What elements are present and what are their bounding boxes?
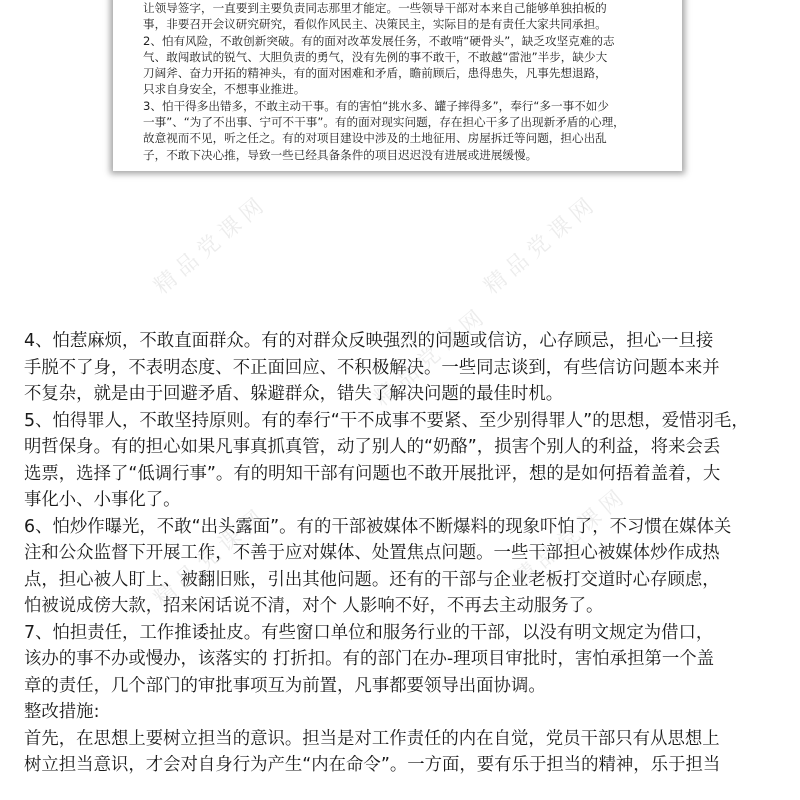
- card-line: 只求自身安全，不想事业推进。: [143, 82, 306, 97]
- paragraph-line: 6、怕炒作曝光，不敢“出头露面”。有的干部被媒体不断爆料的现象吓怕了，不习惯在媒体关: [24, 516, 732, 537]
- paragraph-line: 5、怕得罪人，不敢坚持原则。有的奉行“干不成事不要紧、至少别得罪人”的思想，爱惜羽毛，: [24, 410, 749, 431]
- paragraph-line: 事化小、小事化了。: [24, 490, 181, 510]
- paragraph-line: 4、怕惹麻烦，不敢直面群众。有的对群众反映强烈的问题或信访，心存顾忌，担心一旦接: [24, 331, 714, 351]
- card-line: 气、敢闯敢试的锐气、大胆负责的勇气，没有先例的事不敢干，不敢越“雷池”半步，缺少大: [143, 49, 608, 64]
- paragraph-line: 该办的事不办或慢办，该落实的 打折扣。有的部门在办-理项目审批时，害怕承担第一个盖: [24, 649, 715, 669]
- card-line: 刀阔斧、奋力开拓的精神头，有的面对困难和矛盾，瞻前顾后，患得患失，凡事先想退路，: [143, 66, 607, 81]
- paragraph-line: 章的责任，几个部门的审批事项互为前置，凡事都要领导出面协调。: [24, 675, 546, 696]
- card-line: 子，不敢下决心推，导致一些已经具备条件的项目迟迟没有进展或进展缓慢。: [143, 147, 538, 162]
- paragraph-line: 首先，在思想上要树立担当的意识。担当是对工作责任的内在自觉，党员干部只有从思想上: [24, 728, 720, 749]
- document-body: [24, 328, 784, 779]
- card-line: 让领导签字，一直要到主要负责同志那里才能定。一些领导干部对本来自己能够单独拍板的: [143, 1, 607, 15]
- paragraph-line: 手脱不了身，不表明态度、不正面回应、不积极解决。一些同志谈到，有些信访问题本来并: [24, 357, 720, 378]
- card-line: 2、怕有风险，不敢创新突破。有的面对改革发展任务，不敢啃“硬骨头”，缺乏攻坚克难的志: [143, 33, 615, 48]
- watermark: 精品党课网: [509, 482, 633, 592]
- embedded-document-image: [113, 0, 682, 171]
- paragraph-line: 注和公众监督下开展工作，不善于应对媒体、处置焦点问题。一些干部担心被媒体炒作成热: [24, 543, 720, 563]
- card-line: 3、怕干得多出错多，不敢主动干事。有的害怕“挑水多、罐子摔得多”，奉行“多一事不如少: [143, 98, 609, 113]
- paragraph-line: 明哲保身。有的担心如果凡事真抓真管，动了别人的“奶酪”，损害个别人的利益，将来会丢: [24, 437, 721, 457]
- watermark: 精品党课网: [149, 190, 273, 300]
- watermark: 精品党课网: [479, 190, 603, 300]
- paragraph-line: 点，担心被人盯上、被翻旧账，引出其他问题。还有的干部与企业老板打交道时心存顾虑，: [24, 569, 720, 590]
- paragraph-line: 怕被说成傍大款，招来闲话说不清，对个 人影响不好，不再去主动服务了。: [24, 596, 604, 616]
- watermark: 精品党课网: [369, 302, 493, 412]
- section-heading: 整改措施:: [24, 702, 100, 722]
- paragraph-line: 不复杂，就是由于回避矛盾、躲避群众，错失了解决问题的最佳时机。: [24, 384, 564, 404]
- paragraph-line: 7、怕担责任，工作推诿扯皮。有些窗口单位和服务行业的干部，以没有明文规定为借口，: [24, 622, 714, 643]
- card-line: 事，非要召开会议研究研究，看似作风民主、决策民主，实际目的是有责任大家共同承担。: [143, 17, 607, 32]
- watermark: 精品党课网: [149, 502, 273, 612]
- card-line: 故意视而不见，听之任之。有的对项目建设中涉及的土地征用、房屋拆迁等问题，担心出乱: [143, 131, 607, 146]
- paragraph-line: 选票，选择了“低调行事”。有的明知干部有问题也不敢开展批评，想的是如何捂着盖着，大: [24, 463, 721, 484]
- paragraph-line: 树立担当意识，才会对自身行为产生“内在命令”。一方面，要有乐于担当的精神，乐于担当: [24, 755, 721, 775]
- card-line: 一事”、“为了不出事、宁可不干事”。有的面对现实问题，存在担心干多了出现新矛盾的心理，: [143, 115, 625, 130]
